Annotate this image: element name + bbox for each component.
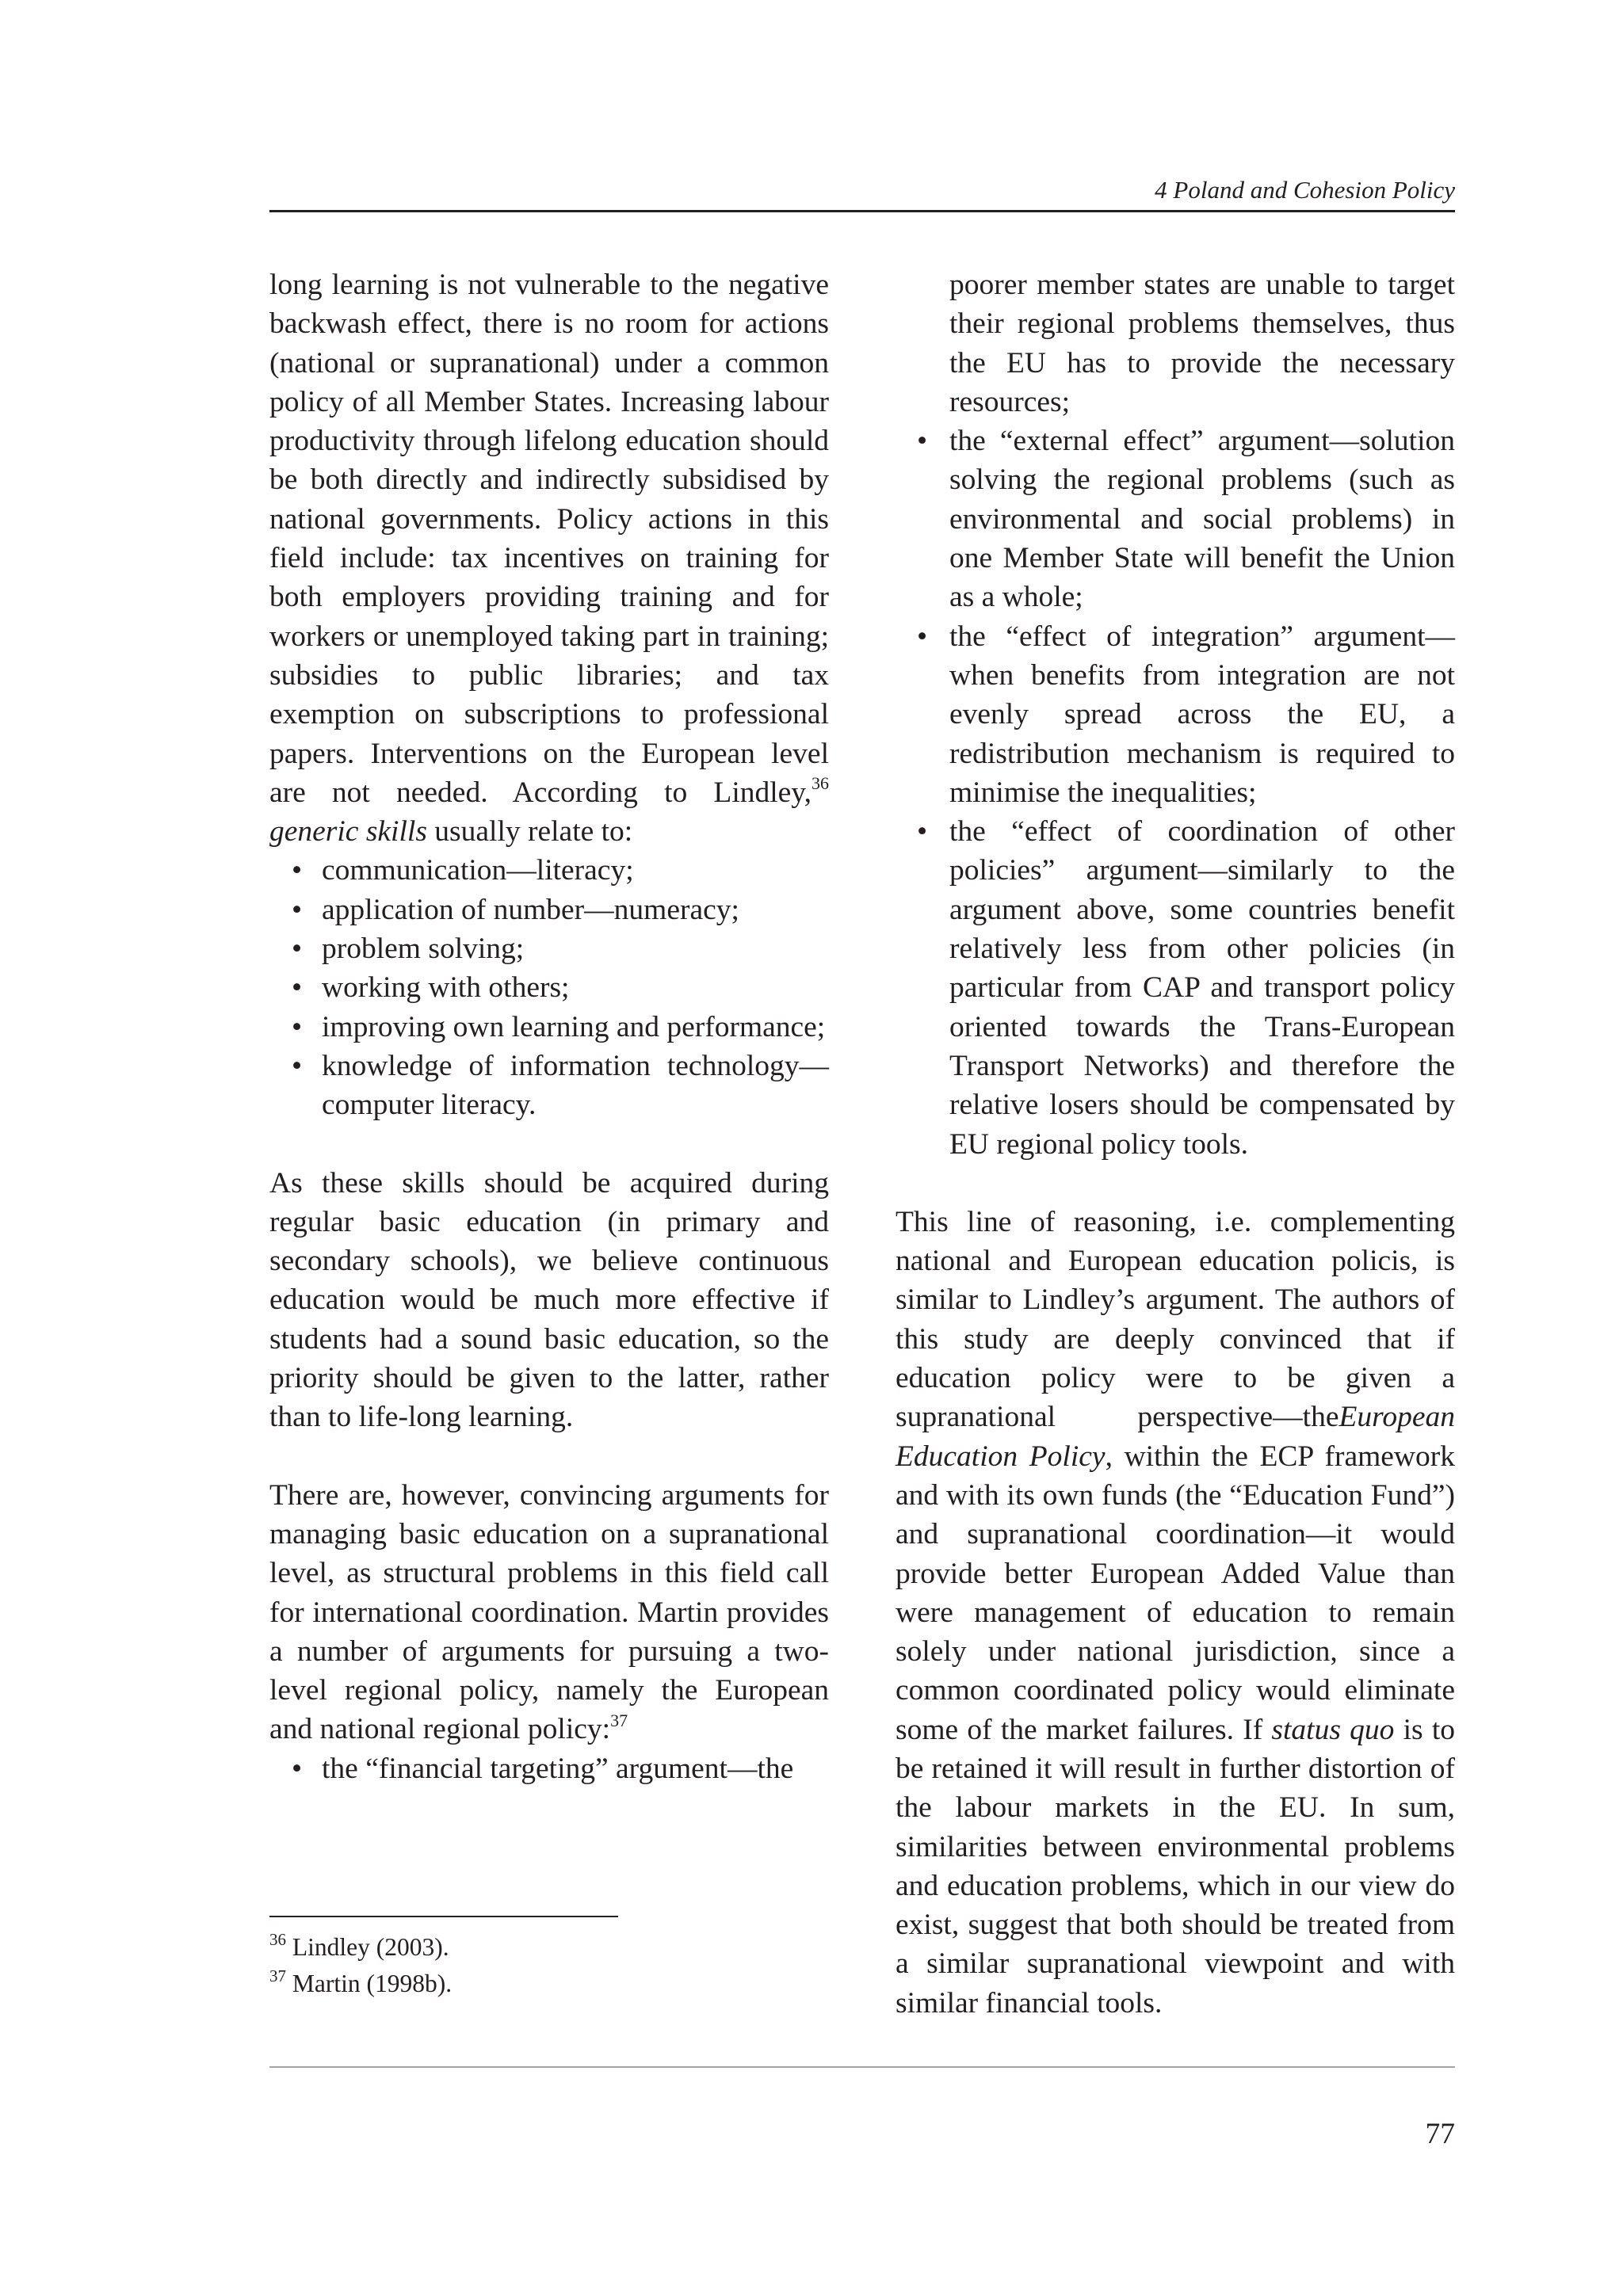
right-column (896, 265, 1455, 2023)
european-education-policy-term: European Education Policy (896, 1401, 1455, 1473)
paragraph-lifelong-learning-text: long learning is not vulnerable to the negative backwash effect, there is no room for actions (national or supranational) under a common policy of all Member States. Increasing labour productivity through lifelong education should be both directly and indirectly subsidised by national governments. Policy actions in this field include: tax incentives on training for both employers providing training and for workers or unemployed taking part in training; subsidies to public libraries; and tax exemption on subscriptions to professional papers. Interventions on the European level are not needed. According to Lindley, (269, 269, 829, 809)
list-item-text: the “financial targeting” argument—the (322, 1752, 794, 1785)
left-column (269, 265, 829, 1788)
paragraph-reasoning-text: This line of reasoning, i.e. complementing national and European education policis, is similar to Lindley’s argument. The authors of this study are deeply convinced that if education policy were to be given a supranational perspective—the (896, 1205, 1455, 1434)
footnote-ref-36[interactable]: 36 (812, 773, 829, 794)
bullet-icon: • (917, 620, 928, 653)
paragraph-gap (269, 1437, 829, 1476)
bullet-icon: • (292, 1049, 303, 1082)
list-item-text: the “external effect” argument—solution solving the regional problems (such as environmental and social problems) in one Member State will benefit the Union as a whole; (949, 425, 1455, 614)
list-item-text: communication—literacy; (322, 854, 634, 887)
footnote-text: Lindley (2003). (292, 1933, 449, 1961)
list-item (896, 812, 1455, 1164)
paragraph-lifelong-learning (269, 265, 829, 851)
list-item (896, 617, 1455, 812)
list-item-continuation (896, 265, 1455, 421)
bullet-icon: • (292, 854, 303, 887)
list-item-text: poorer member states are unable to target their regional problems themselves, thus the EU has to provide the necessary resources; (949, 269, 1455, 418)
list-item (269, 1749, 829, 1788)
list-item (896, 421, 1455, 616)
bullet-icon: • (917, 425, 928, 458)
bullet-icon: • (292, 971, 303, 1005)
generic-skills-term: generic skills (269, 815, 427, 849)
list-item (269, 891, 829, 929)
list-item-text: working with others; (322, 971, 570, 1005)
list-item (269, 1047, 829, 1125)
list-item-text: problem solving; (322, 933, 525, 966)
bullet-icon: • (292, 1752, 303, 1785)
skills-list (269, 851, 829, 1124)
list-item (269, 929, 829, 968)
list-item (269, 1008, 829, 1047)
bullet-icon: • (292, 933, 303, 966)
paragraph-reasoning-text-3: is to be retained it will result in further distortion of the labour markets in the EU. In sum, similarities between environmental problems and education problems, which in our view do exist, suggest that both should be treated from a similar supranational viewpoint and with similar financial tools. (896, 1713, 1456, 2019)
footnote-36 (269, 1929, 824, 1966)
page-number: 77 (1425, 2118, 1455, 2150)
list-item-text: the “effect of integration” argument—when benefits from integration are not evenly spread across the EU, a redistribution mechanism is required to minimise the inequalities; (949, 620, 1455, 809)
footnote-number: 37 (269, 1966, 286, 1985)
paragraph-basic-education: As these skills should be acquired during regular basic education (in primary and secondary schools), we believe continuous education would be much more effective if students had a sound basic education, so the priority should be given to the latter, rather than to life-long learning. (269, 1166, 829, 1434)
list-item-text: application of number—numeracy; (322, 893, 739, 926)
list-item (269, 851, 829, 890)
footnote-ref-37[interactable]: 37 (610, 1710, 628, 1730)
footnote-number: 36 (269, 1929, 286, 1949)
bullet-icon: • (917, 815, 928, 849)
header-rule (269, 210, 1455, 212)
bullet-icon: • (292, 1010, 303, 1043)
bullet-icon: • (292, 893, 303, 926)
arguments-list (896, 265, 1455, 1164)
list-item-text: the “effect of coordination of other policies” argument—similarly to the argument above, some countries benefit relatively less from other policies (in particular from CAP and transport policy oriented towards the Trans-European Transport Networks) and therefore the relative losers should be compensated by EU regional policy tools. (949, 815, 1455, 1161)
footer-rule (269, 2066, 1455, 2068)
paragraph-gap (269, 1125, 829, 1164)
paragraph-supranational-arguments-text: There are, however, convincing arguments for managing basic education on a supranational level, as structural problems in this field call for international coordination. Martin provides a number of arguments for pursuing a two-level regional policy, namely the European and national regional policy: (269, 1478, 829, 1746)
list-item (269, 968, 829, 1007)
footnote-text: Martin (1998b). (292, 1970, 453, 1997)
arguments-list-start (269, 1749, 829, 1788)
paragraph-supranational-arguments (269, 1476, 829, 1749)
paragraph-reasoning (896, 1203, 1455, 2023)
list-item-text: knowledge of information technology—computer literacy. (322, 1049, 829, 1122)
footnote-separator (269, 1916, 618, 1917)
footnotes (269, 1929, 824, 2002)
running-head: 4 Poland and Cohesion Policy (1155, 176, 1455, 204)
footnote-37 (269, 1966, 824, 2002)
status-quo-term: status quo (1271, 1713, 1395, 1746)
paragraph-lifelong-learning-tail: usually relate to: (434, 815, 633, 849)
paragraph-reasoning-text-2: , within the ECP framework and with its own funds (the “Education Fund”) and supranational coordination—it would provide better European Added Value than were management of education to remain solely under national jurisdiction, since a common coordinated policy would eliminate some of the market failures. If (896, 1440, 1455, 1746)
paragraph-gap (896, 1164, 1455, 1203)
list-item-text: improving own learning and performance; (322, 1010, 826, 1043)
